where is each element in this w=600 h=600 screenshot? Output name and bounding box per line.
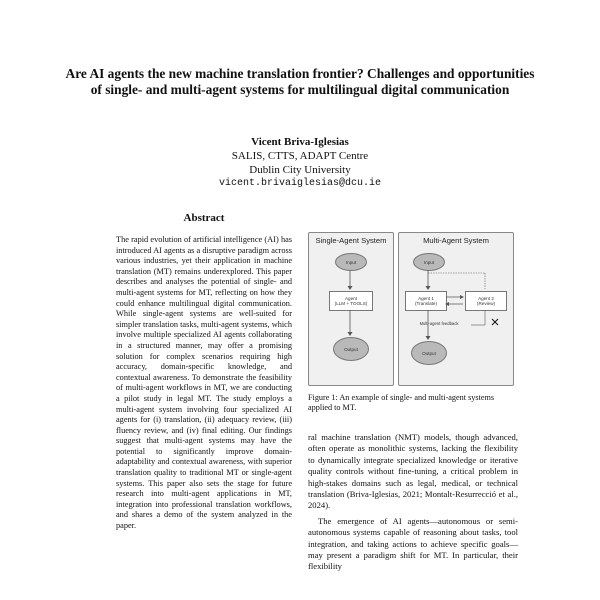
multi-input-node: Input [413,253,445,271]
multi-agent-panel [398,232,514,386]
multi-arrows [399,233,513,385]
abstract-heading: Abstract [183,212,225,224]
multi-agent-label: Multi-Agent System [423,236,489,245]
single-input-node: Input [335,253,367,271]
author-name: Vicent Briva-Iglesias [251,136,349,148]
multi-agent-1-node: Agent 1 (Translate) [405,291,447,311]
single-agent-label: Single-Agent System [315,236,387,245]
single-agent-panel [308,232,394,386]
single-arrows [309,233,393,385]
author-block [100,135,500,191]
multi-agent-2-node: Agent 2 (Review) [465,291,507,311]
body-paragraph-1: ral machine translation (NMT) models, though advanced, often operate as monolithic systems, lacking the flexibility to dynamically integrate specialized knowledge or iterative quality controls without fine-tuning, a critical problem in high-stakes domains such as legal, medical, or technical translation (Briva-Iglesias, 2021; Montalt-Resurrecció et al., 2024). [308,432,518,511]
body-text [308,432,518,573]
figure-caption: Figure 1: An example of single- and multi-agent systems applied to MT. [308,393,495,413]
body-paragraph-2: The emergence of AI agents—autonomous or semi-autonomous systems capable of reasoning about tasks, tool integration, and taking actions to achieve specific goals—may present a paradigm shift for MT. In particular, their flexibility [308,515,518,572]
abstract-text [116,235,292,532]
multi-feedback-note: Multi-agent feedback [419,320,459,326]
author-email: vicent.brivaiglesias@dcu.ie [218,178,382,189]
author-affiliation-1: SALIS, CTTS, ADAPT Centre [231,150,369,162]
multi-output-node: Output [411,341,447,365]
single-output-node: Output [333,337,369,361]
single-agent-node: Agent (LLM + TOOLS) [329,291,373,311]
author-affiliation-2: Dublin City University [249,164,351,176]
paper-title: Are AI agents the new machine translation frontier? Challenges and opportunities of single- and multi-agent systems for multilingual digital communication [65,66,535,97]
abstract-paragraph: The rapid evolution of artificial intelligence (AI) has introduced AI agents as a disruptive paradigm across various industries, yet their application in machine translation (MT) remains underexplored. This paper describes and analyses the potential of single- and multi-agent systems for MT, reflecting on how they could enhance multilingual digital communication. While single-agent systems are well-suited for simpler translation tasks, multi-agent systems, which involve multiple specialized AI agents collaborating in a structured manner, may offer a promising solution for complex scenarios requiring high accuracy, domain-specific knowledge, and contextual awareness. To demonstrate the feasibility of multi-agent workflows in MT, we are conducting a pilot study in legal MT. The study employs a multi-agent system involving four specialized AI agents for (i) translation, (ii) adequacy review, (iii) fluency review, and (iv) final editing. Our findings suggest that multi-agent systems may have the potential to significantly improve domain-adaptability and contextual awareness, with superior translation quality to traditional MT or single-agent systems. This paper also sets the stage for future research into multi-agent applications in MT, integration into professional translation workflows, and shares a demo of the system analyzed in the paper. [116,235,292,531]
figure-agent-systems [308,232,514,392]
